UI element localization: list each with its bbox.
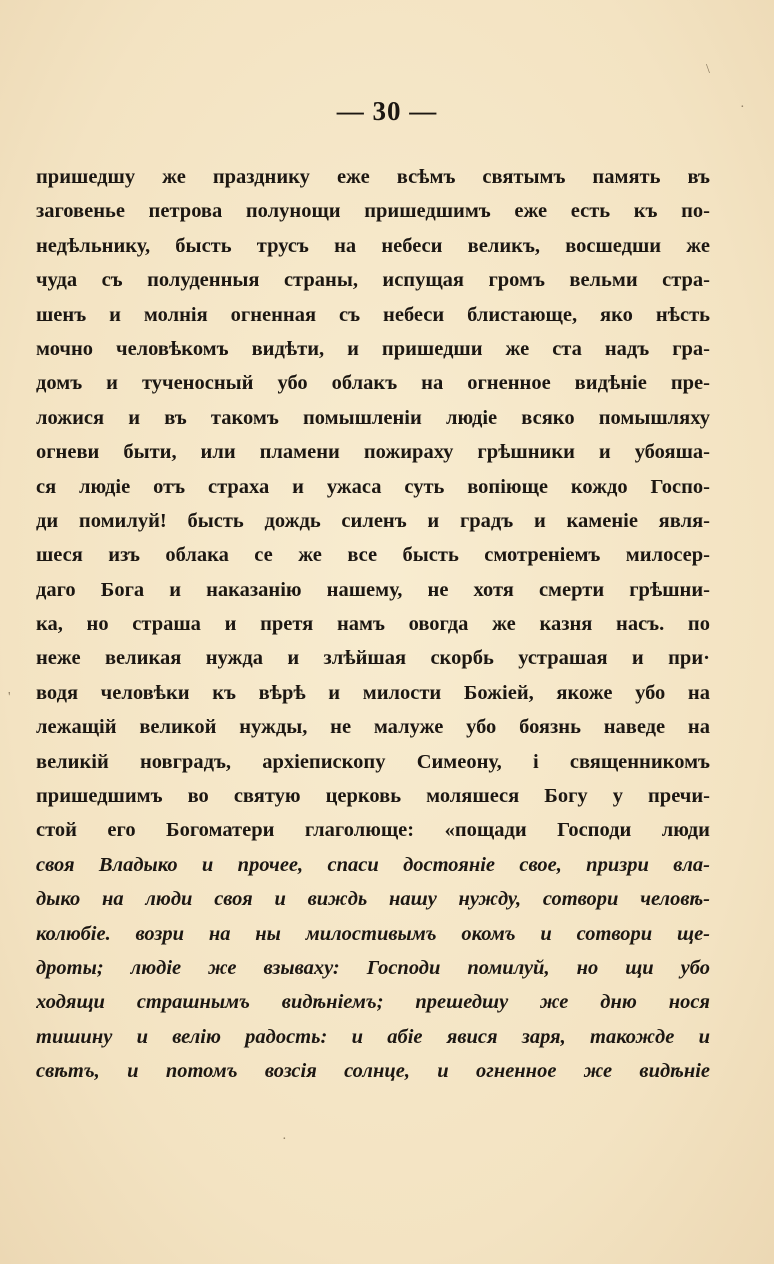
text-line: ди помилуй! бысть дождь силенъ и градъ и каменіе явля- bbox=[36, 509, 710, 532]
text-line: лежащій великой нужды, не малуже убо боязнь наведе на bbox=[36, 716, 710, 739]
text-line: даго Бога и наказанію нашему, не хотя смерти грѣшни- bbox=[36, 578, 710, 601]
paper-speck: · bbox=[740, 100, 745, 115]
text-line: ся людіе отъ страха и ужаса суть вопіюще кождо Госпо- bbox=[36, 475, 710, 498]
text-line: чуда съ полуденныя страны, испущая громъ вельми стра- bbox=[36, 269, 710, 292]
paper-speck: · bbox=[282, 1132, 287, 1147]
text-line: великій новградъ, архіепископу Симеону, і священникомъ bbox=[36, 750, 710, 773]
text-line: заговенье петрова полунощи пришедшимъ еже есть къ по- bbox=[36, 200, 710, 223]
text-line: дроты; людіе же взываху: Господи помилуй, но щи убо bbox=[36, 956, 710, 979]
text-line: домъ и тученосный убо облакъ на огненное видѣніе пре- bbox=[36, 372, 710, 395]
text-line: мочно человѣкомъ видѣти, и пришедши же ста надъ гра- bbox=[36, 337, 710, 360]
text-line: ка, но страша и претя намъ овогда же казня насъ. по bbox=[36, 613, 710, 636]
text-line: пришедшу же празднику еже всѣмъ святымъ память въ bbox=[36, 166, 710, 188]
text-line: своя Владыко и прочее, спаси достояніе свое, призри вла- bbox=[36, 853, 710, 876]
text-line: шенъ и молнія огненная съ небеси блистающе, яко нѣсть bbox=[36, 303, 710, 326]
text-line: тишину и велію радость: и абіе явися заря, такожде и bbox=[36, 1025, 710, 1048]
text-line: пришедшимъ во святую церковь моляшеся Богу у пречи- bbox=[36, 785, 710, 808]
text-line: колюбіе. возри на ны милостивымъ окомъ и сотвори ще- bbox=[36, 922, 710, 945]
text-line: неже великая нужда и злѣйшая скорбь устрашая и при· bbox=[36, 647, 710, 670]
text-line: недѣльнику, бысть трусъ на небеси великъ, восшедши же bbox=[36, 234, 710, 257]
body-text bbox=[36, 160, 710, 1089]
text-line: водя человѣки къ вѣрѣ и милости Божіей, якоже убо на bbox=[36, 681, 710, 704]
text-line: ходящи страшнымъ видѣніемъ; прешедшу же дню нося bbox=[36, 991, 710, 1014]
paper-speck: ' bbox=[8, 690, 11, 705]
paper-speck: \ bbox=[706, 62, 710, 77]
text-line: ложися и въ такомъ помышленіи людіе всяко помышляху bbox=[36, 406, 710, 429]
page-number: — 30 — bbox=[336, 96, 438, 126]
text-line: стой его Богоматери глаголюще: «пощади Господи люди bbox=[36, 819, 710, 842]
text-line: дыко на люди своя и виждь нашу нужду, сотвори человѣ- bbox=[36, 888, 710, 911]
text-line: свѣтъ, и потомъ возсія солнце, и огненное же видѣніе bbox=[36, 1060, 710, 1083]
text-line: шеся изъ облака се же все бысть смотреніемъ милосер- bbox=[36, 544, 710, 567]
text-line: огневи быти, или пламени пожираху грѣшники и убояша- bbox=[36, 441, 710, 464]
